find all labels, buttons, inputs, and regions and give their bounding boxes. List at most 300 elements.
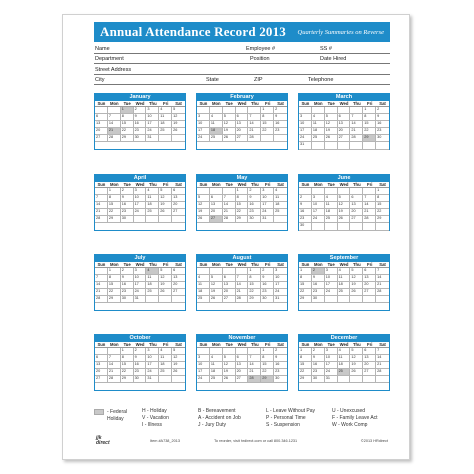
day-cell[interactable]: 26 — [338, 216, 351, 223]
day-cell[interactable]: 23 — [134, 128, 147, 135]
day-cell[interactable]: 31 — [325, 376, 338, 383]
day-cell[interactable]: 25 — [146, 289, 159, 296]
day-cell[interactable]: 3 — [134, 268, 147, 275]
day-cell[interactable]: 19 — [350, 282, 363, 289]
day-cell[interactable]: 8 — [121, 355, 134, 362]
day-cell[interactable]: 25 — [159, 128, 172, 135]
day-cell[interactable]: 30 — [261, 296, 274, 303]
day-cell[interactable]: 27 — [236, 135, 249, 142]
day-cell[interactable]: 5 — [197, 195, 210, 202]
day-cell[interactable]: 19 — [159, 282, 172, 289]
day-cell[interactable]: 16 — [274, 121, 287, 128]
day-cell[interactable]: 16 — [299, 209, 312, 216]
day-cell[interactable]: 13 — [95, 121, 108, 128]
day-cell[interactable]: 21 — [350, 128, 363, 135]
day-cell[interactable]: 3 — [325, 268, 338, 275]
day-cell[interactable]: 3 — [299, 114, 312, 121]
date-hired-field[interactable]: Date Hired — [320, 56, 347, 62]
day-cell[interactable]: 2 — [121, 188, 134, 195]
day-cell[interactable]: 9 — [121, 275, 134, 282]
day-cell[interactable]: 25 — [146, 209, 159, 216]
day-cell[interactable]: 28 — [248, 376, 261, 383]
day-cell[interactable]: 15 — [248, 282, 261, 289]
day-cell[interactable]: 20 — [95, 128, 108, 135]
day-cell[interactable]: 20 — [338, 128, 351, 135]
day-cell[interactable]: 1 — [299, 348, 312, 355]
day-cell[interactable]: 6 — [363, 348, 376, 355]
day-cell[interactable]: 20 — [172, 282, 185, 289]
day-cell[interactable]: 23 — [134, 369, 147, 376]
day-cell[interactable]: 18 — [146, 282, 159, 289]
day-cell[interactable]: 26 — [172, 128, 185, 135]
day-cell[interactable]: 21 — [376, 362, 389, 369]
day-cell[interactable]: 30 — [121, 216, 134, 223]
day-cell[interactable]: 17 — [312, 209, 325, 216]
day-cell[interactable]: 4 — [325, 195, 338, 202]
day-cell[interactable]: 14 — [95, 202, 108, 209]
day-cell[interactable]: 7 — [248, 114, 261, 121]
day-cell[interactable]: 16 — [261, 282, 274, 289]
day-cell[interactable]: 10 — [299, 121, 312, 128]
day-cell[interactable]: 25 — [274, 209, 287, 216]
day-cell[interactable]: 30 — [134, 135, 147, 142]
day-cell[interactable]: 26 — [159, 289, 172, 296]
day-cell[interactable]: 25 — [338, 289, 351, 296]
day-cell[interactable]: 15 — [121, 121, 134, 128]
day-cell[interactable]: 9 — [134, 355, 147, 362]
day-cell[interactable]: 26 — [350, 289, 363, 296]
day-cell[interactable]: 6 — [95, 355, 108, 362]
day-cell[interactable]: 13 — [172, 195, 185, 202]
employee-number-field[interactable]: Employee # — [246, 45, 276, 52]
day-cell[interactable]: 18 — [159, 121, 172, 128]
day-cell[interactable]: 21 — [223, 209, 236, 216]
day-cell[interactable]: 15 — [261, 362, 274, 369]
day-cell[interactable]: 4 — [159, 348, 172, 355]
day-cell[interactable]: 6 — [338, 114, 351, 121]
day-cell[interactable]: 7 — [350, 114, 363, 121]
day-cell[interactable]: 23 — [299, 216, 312, 223]
day-cell[interactable]: 29 — [299, 296, 312, 303]
day-cell[interactable]: 19 — [338, 209, 351, 216]
day-cell[interactable]: 30 — [248, 216, 261, 223]
day-cell[interactable]: 4 — [312, 114, 325, 121]
day-cell[interactable]: 5 — [223, 114, 236, 121]
day-cell[interactable]: 9 — [376, 114, 389, 121]
day-cell[interactable]: 7 — [363, 195, 376, 202]
day-cell[interactable]: 29 — [108, 296, 121, 303]
day-cell[interactable]: 16 — [248, 202, 261, 209]
day-cell[interactable]: 31 — [299, 142, 312, 149]
day-cell[interactable]: 18 — [312, 128, 325, 135]
day-cell[interactable]: 7 — [223, 195, 236, 202]
day-cell[interactable]: 18 — [197, 289, 210, 296]
day-cell[interactable]: 30 — [312, 296, 325, 303]
day-cell[interactable]: 13 — [236, 121, 249, 128]
day-cell[interactable]: 5 — [223, 355, 236, 362]
day-cell[interactable]: 29 — [248, 296, 261, 303]
day-cell[interactable]: 21 — [95, 209, 108, 216]
day-cell[interactable]: 24 — [325, 289, 338, 296]
day-cell[interactable]: 3 — [134, 188, 147, 195]
day-cell[interactable]: 31 — [261, 216, 274, 223]
day-cell[interactable]: 17 — [261, 202, 274, 209]
day-cell[interactable]: 23 — [312, 369, 325, 376]
day-cell[interactable]: 14 — [248, 362, 261, 369]
day-cell[interactable]: 8 — [363, 114, 376, 121]
day-cell[interactable]: 13 — [363, 275, 376, 282]
day-cell[interactable]: 28 — [376, 369, 389, 376]
day-cell[interactable]: 9 — [134, 114, 147, 121]
day-cell[interactable]: 2 — [312, 268, 325, 275]
day-cell[interactable]: 8 — [248, 275, 261, 282]
day-cell[interactable]: 20 — [363, 362, 376, 369]
day-cell[interactable]: 13 — [95, 362, 108, 369]
day-cell[interactable]: 4 — [274, 188, 287, 195]
day-cell[interactable]: 26 — [197, 216, 210, 223]
day-cell[interactable]: 1 — [376, 188, 389, 195]
day-cell[interactable]: 1 — [121, 348, 134, 355]
day-cell[interactable]: 15 — [121, 362, 134, 369]
day-cell[interactable]: 28 — [223, 216, 236, 223]
day-cell[interactable]: 15 — [108, 202, 121, 209]
day-cell[interactable]: 2 — [274, 107, 287, 114]
day-cell[interactable]: 22 — [121, 128, 134, 135]
day-cell[interactable]: 22 — [108, 209, 121, 216]
day-cell[interactable]: 9 — [274, 114, 287, 121]
day-cell[interactable]: 2 — [274, 348, 287, 355]
day-cell[interactable]: 3 — [146, 348, 159, 355]
day-cell[interactable]: 14 — [350, 121, 363, 128]
day-cell[interactable]: 25 — [210, 135, 223, 142]
day-cell[interactable]: 2 — [376, 107, 389, 114]
day-cell[interactable]: 27 — [95, 135, 108, 142]
day-cell[interactable]: 14 — [376, 275, 389, 282]
day-cell[interactable]: 22 — [248, 289, 261, 296]
day-cell[interactable]: 17 — [134, 282, 147, 289]
day-cell[interactable]: 6 — [210, 195, 223, 202]
day-cell[interactable]: 20 — [223, 289, 236, 296]
day-cell[interactable]: 8 — [108, 275, 121, 282]
day-cell[interactable]: 29 — [299, 376, 312, 383]
day-cell[interactable]: 31 — [146, 376, 159, 383]
day-cell[interactable]: 24 — [197, 135, 210, 142]
day-cell[interactable]: 1 — [121, 107, 134, 114]
day-cell[interactable]: 9 — [299, 202, 312, 209]
day-cell[interactable]: 28 — [363, 216, 376, 223]
day-cell[interactable]: 19 — [172, 121, 185, 128]
day-cell[interactable]: 21 — [363, 209, 376, 216]
day-cell[interactable]: 24 — [325, 369, 338, 376]
day-cell[interactable]: 29 — [376, 216, 389, 223]
day-cell[interactable]: 4 — [210, 355, 223, 362]
day-cell[interactable]: 25 — [338, 369, 351, 376]
day-cell[interactable]: 15 — [236, 202, 249, 209]
day-cell[interactable]: 7 — [108, 355, 121, 362]
day-cell[interactable]: 11 — [325, 202, 338, 209]
day-cell[interactable]: 13 — [350, 202, 363, 209]
day-cell[interactable]: 11 — [210, 362, 223, 369]
day-cell[interactable]: 27 — [363, 369, 376, 376]
day-cell[interactable]: 29 — [108, 216, 121, 223]
department-field[interactable]: Department — [95, 56, 124, 62]
day-cell[interactable]: 27 — [223, 296, 236, 303]
day-cell[interactable]: 14 — [108, 362, 121, 369]
day-cell[interactable]: 11 — [312, 121, 325, 128]
day-cell[interactable]: 15 — [108, 282, 121, 289]
day-cell[interactable]: 28 — [350, 135, 363, 142]
day-cell[interactable]: 7 — [248, 355, 261, 362]
day-cell[interactable]: 24 — [197, 376, 210, 383]
day-cell[interactable]: 13 — [363, 355, 376, 362]
day-cell[interactable]: 26 — [325, 135, 338, 142]
day-cell[interactable]: 22 — [261, 128, 274, 135]
day-cell[interactable]: 9 — [248, 195, 261, 202]
day-cell[interactable]: 27 — [172, 289, 185, 296]
day-cell[interactable]: 2 — [299, 195, 312, 202]
day-cell[interactable]: 5 — [350, 348, 363, 355]
day-cell[interactable]: 28 — [236, 296, 249, 303]
day-cell[interactable]: 22 — [363, 128, 376, 135]
day-cell[interactable]: 24 — [146, 128, 159, 135]
day-cell[interactable]: 3 — [197, 114, 210, 121]
day-cell[interactable]: 3 — [325, 348, 338, 355]
day-cell[interactable]: 12 — [325, 121, 338, 128]
day-cell[interactable]: 8 — [121, 114, 134, 121]
day-cell[interactable]: 11 — [210, 121, 223, 128]
day-cell[interactable]: 7 — [95, 275, 108, 282]
day-cell[interactable]: 24 — [134, 289, 147, 296]
day-cell[interactable]: 28 — [376, 289, 389, 296]
day-cell[interactable]: 17 — [299, 128, 312, 135]
day-cell[interactable]: 26 — [172, 369, 185, 376]
day-cell[interactable]: 30 — [134, 376, 147, 383]
day-cell[interactable]: 11 — [338, 275, 351, 282]
day-cell[interactable]: 14 — [236, 282, 249, 289]
day-cell[interactable]: 31 — [146, 135, 159, 142]
day-cell[interactable]: 29 — [121, 376, 134, 383]
day-cell[interactable]: 9 — [261, 275, 274, 282]
day-cell[interactable]: 30 — [299, 223, 312, 230]
day-cell[interactable]: 8 — [299, 275, 312, 282]
day-cell[interactable]: 14 — [108, 121, 121, 128]
day-cell[interactable]: 5 — [172, 107, 185, 114]
day-cell[interactable]: 17 — [274, 282, 287, 289]
day-cell[interactable]: 23 — [274, 128, 287, 135]
day-cell[interactable]: 10 — [146, 355, 159, 362]
day-cell[interactable]: 30 — [121, 296, 134, 303]
day-cell[interactable]: 16 — [121, 202, 134, 209]
day-cell[interactable]: 22 — [261, 369, 274, 376]
day-cell[interactable]: 17 — [197, 369, 210, 376]
day-cell[interactable]: 27 — [95, 376, 108, 383]
day-cell[interactable]: 4 — [338, 348, 351, 355]
day-cell[interactable]: 17 — [134, 202, 147, 209]
day-cell[interactable]: 7 — [95, 195, 108, 202]
day-cell[interactable]: 4 — [146, 268, 159, 275]
day-cell[interactable]: 6 — [223, 275, 236, 282]
day-cell[interactable]: 16 — [274, 362, 287, 369]
day-cell[interactable]: 3 — [312, 195, 325, 202]
day-cell[interactable]: 20 — [172, 202, 185, 209]
day-cell[interactable]: 1 — [299, 268, 312, 275]
day-cell[interactable]: 14 — [248, 121, 261, 128]
day-cell[interactable]: 2 — [312, 348, 325, 355]
day-cell[interactable]: 2 — [134, 348, 147, 355]
day-cell[interactable]: 6 — [236, 114, 249, 121]
day-cell[interactable]: 28 — [248, 135, 261, 142]
day-cell[interactable]: 4 — [197, 275, 210, 282]
day-cell[interactable]: 4 — [159, 107, 172, 114]
day-cell[interactable]: 21 — [108, 369, 121, 376]
day-cell[interactable]: 19 — [210, 289, 223, 296]
day-cell[interactable]: 11 — [197, 282, 210, 289]
day-cell[interactable]: 6 — [363, 268, 376, 275]
day-cell[interactable]: 5 — [338, 195, 351, 202]
day-cell[interactable]: 7 — [108, 114, 121, 121]
day-cell[interactable]: 14 — [363, 202, 376, 209]
day-cell[interactable]: 19 — [172, 362, 185, 369]
day-cell[interactable]: 17 — [325, 362, 338, 369]
day-cell[interactable]: 23 — [121, 289, 134, 296]
day-cell[interactable]: 15 — [299, 282, 312, 289]
day-cell[interactable]: 29 — [236, 216, 249, 223]
day-cell[interactable]: 26 — [223, 376, 236, 383]
day-cell[interactable]: 8 — [299, 355, 312, 362]
day-cell[interactable]: 19 — [223, 128, 236, 135]
day-cell[interactable]: 26 — [223, 135, 236, 142]
day-cell[interactable]: 18 — [274, 202, 287, 209]
day-cell[interactable]: 17 — [146, 362, 159, 369]
day-cell[interactable]: 18 — [210, 128, 223, 135]
day-cell[interactable]: 10 — [197, 362, 210, 369]
day-cell[interactable]: 9 — [121, 195, 134, 202]
day-cell[interactable]: 4 — [338, 268, 351, 275]
day-cell[interactable]: 10 — [312, 202, 325, 209]
day-cell[interactable]: 17 — [197, 128, 210, 135]
day-cell[interactable]: 10 — [325, 275, 338, 282]
day-cell[interactable]: 5 — [325, 114, 338, 121]
day-cell[interactable]: 28 — [108, 376, 121, 383]
day-cell[interactable]: 17 — [146, 121, 159, 128]
day-cell[interactable]: 26 — [350, 369, 363, 376]
day-cell[interactable]: 1 — [236, 188, 249, 195]
day-cell[interactable]: 24 — [312, 216, 325, 223]
day-cell[interactable]: 18 — [210, 369, 223, 376]
day-cell[interactable]: 10 — [274, 275, 287, 282]
day-cell[interactable]: 6 — [236, 355, 249, 362]
day-cell[interactable]: 21 — [376, 282, 389, 289]
day-cell[interactable]: 24 — [146, 369, 159, 376]
day-cell[interactable]: 27 — [236, 376, 249, 383]
day-cell[interactable]: 15 — [299, 362, 312, 369]
day-cell[interactable]: 29 — [363, 135, 376, 142]
day-cell[interactable]: 27 — [350, 216, 363, 223]
day-cell[interactable]: 19 — [350, 362, 363, 369]
day-cell[interactable]: 29 — [121, 135, 134, 142]
day-cell[interactable]: 4 — [210, 114, 223, 121]
day-cell[interactable]: 21 — [248, 369, 261, 376]
day-cell[interactable]: 20 — [236, 128, 249, 135]
day-cell[interactable]: 5 — [159, 268, 172, 275]
day-cell[interactable]: 1 — [363, 107, 376, 114]
day-cell[interactable]: 11 — [146, 275, 159, 282]
day-cell[interactable]: 20 — [210, 209, 223, 216]
day-cell[interactable]: 21 — [236, 289, 249, 296]
day-cell[interactable]: 8 — [261, 114, 274, 121]
day-cell[interactable]: 17 — [325, 282, 338, 289]
day-cell[interactable]: 11 — [274, 195, 287, 202]
day-cell[interactable]: 8 — [236, 195, 249, 202]
day-cell[interactable]: 11 — [146, 195, 159, 202]
day-cell[interactable]: 18 — [338, 362, 351, 369]
day-cell[interactable]: 19 — [159, 202, 172, 209]
day-cell[interactable]: 6 — [172, 188, 185, 195]
day-cell[interactable]: 6 — [172, 268, 185, 275]
telephone-field[interactable]: Telephone — [308, 77, 334, 83]
day-cell[interactable]: 5 — [210, 275, 223, 282]
day-cell[interactable]: 18 — [325, 209, 338, 216]
day-cell[interactable]: 2 — [121, 268, 134, 275]
day-cell[interactable]: 23 — [274, 369, 287, 376]
day-cell[interactable]: 11 — [338, 355, 351, 362]
day-cell[interactable]: 28 — [108, 135, 121, 142]
day-cell[interactable]: 2 — [248, 188, 261, 195]
day-cell[interactable]: 23 — [261, 289, 274, 296]
day-cell[interactable]: 21 — [95, 289, 108, 296]
day-cell[interactable]: 3 — [146, 107, 159, 114]
day-cell[interactable]: 25 — [210, 376, 223, 383]
day-cell[interactable]: 5 — [350, 268, 363, 275]
day-cell[interactable]: 26 — [210, 296, 223, 303]
day-cell[interactable]: 9 — [274, 355, 287, 362]
day-cell[interactable]: 22 — [108, 289, 121, 296]
day-cell[interactable]: 22 — [121, 369, 134, 376]
day-cell[interactable]: 18 — [338, 282, 351, 289]
day-cell[interactable]: 22 — [299, 369, 312, 376]
day-cell[interactable]: 25 — [325, 216, 338, 223]
day-cell[interactable]: 23 — [312, 289, 325, 296]
day-cell[interactable]: 20 — [95, 369, 108, 376]
day-cell[interactable]: 20 — [363, 282, 376, 289]
day-cell[interactable]: 25 — [197, 296, 210, 303]
day-cell[interactable]: 13 — [236, 362, 249, 369]
day-cell[interactable]: 23 — [121, 209, 134, 216]
day-cell[interactable]: 3 — [261, 188, 274, 195]
day-cell[interactable]: 24 — [274, 289, 287, 296]
day-cell[interactable]: 24 — [261, 209, 274, 216]
day-cell[interactable]: 10 — [261, 195, 274, 202]
day-cell[interactable]: 14 — [223, 202, 236, 209]
day-cell[interactable]: 22 — [299, 289, 312, 296]
day-cell[interactable]: 31 — [274, 296, 287, 303]
day-cell[interactable]: 27 — [210, 216, 223, 223]
day-cell[interactable]: 24 — [299, 135, 312, 142]
day-cell[interactable]: 22 — [236, 209, 249, 216]
day-cell[interactable]: 1 — [108, 188, 121, 195]
day-cell[interactable]: 27 — [363, 289, 376, 296]
day-cell[interactable]: 5 — [159, 188, 172, 195]
day-cell[interactable]: 27 — [338, 135, 351, 142]
name-field[interactable]: Name — [95, 45, 110, 52]
day-cell[interactable]: 6 — [350, 195, 363, 202]
day-cell[interactable]: 2 — [261, 268, 274, 275]
day-cell[interactable]: 1 — [261, 107, 274, 114]
day-cell[interactable]: 5 — [172, 348, 185, 355]
day-cell[interactable]: 12 — [172, 114, 185, 121]
day-cell[interactable]: 16 — [134, 121, 147, 128]
day-cell[interactable]: 10 — [134, 275, 147, 282]
